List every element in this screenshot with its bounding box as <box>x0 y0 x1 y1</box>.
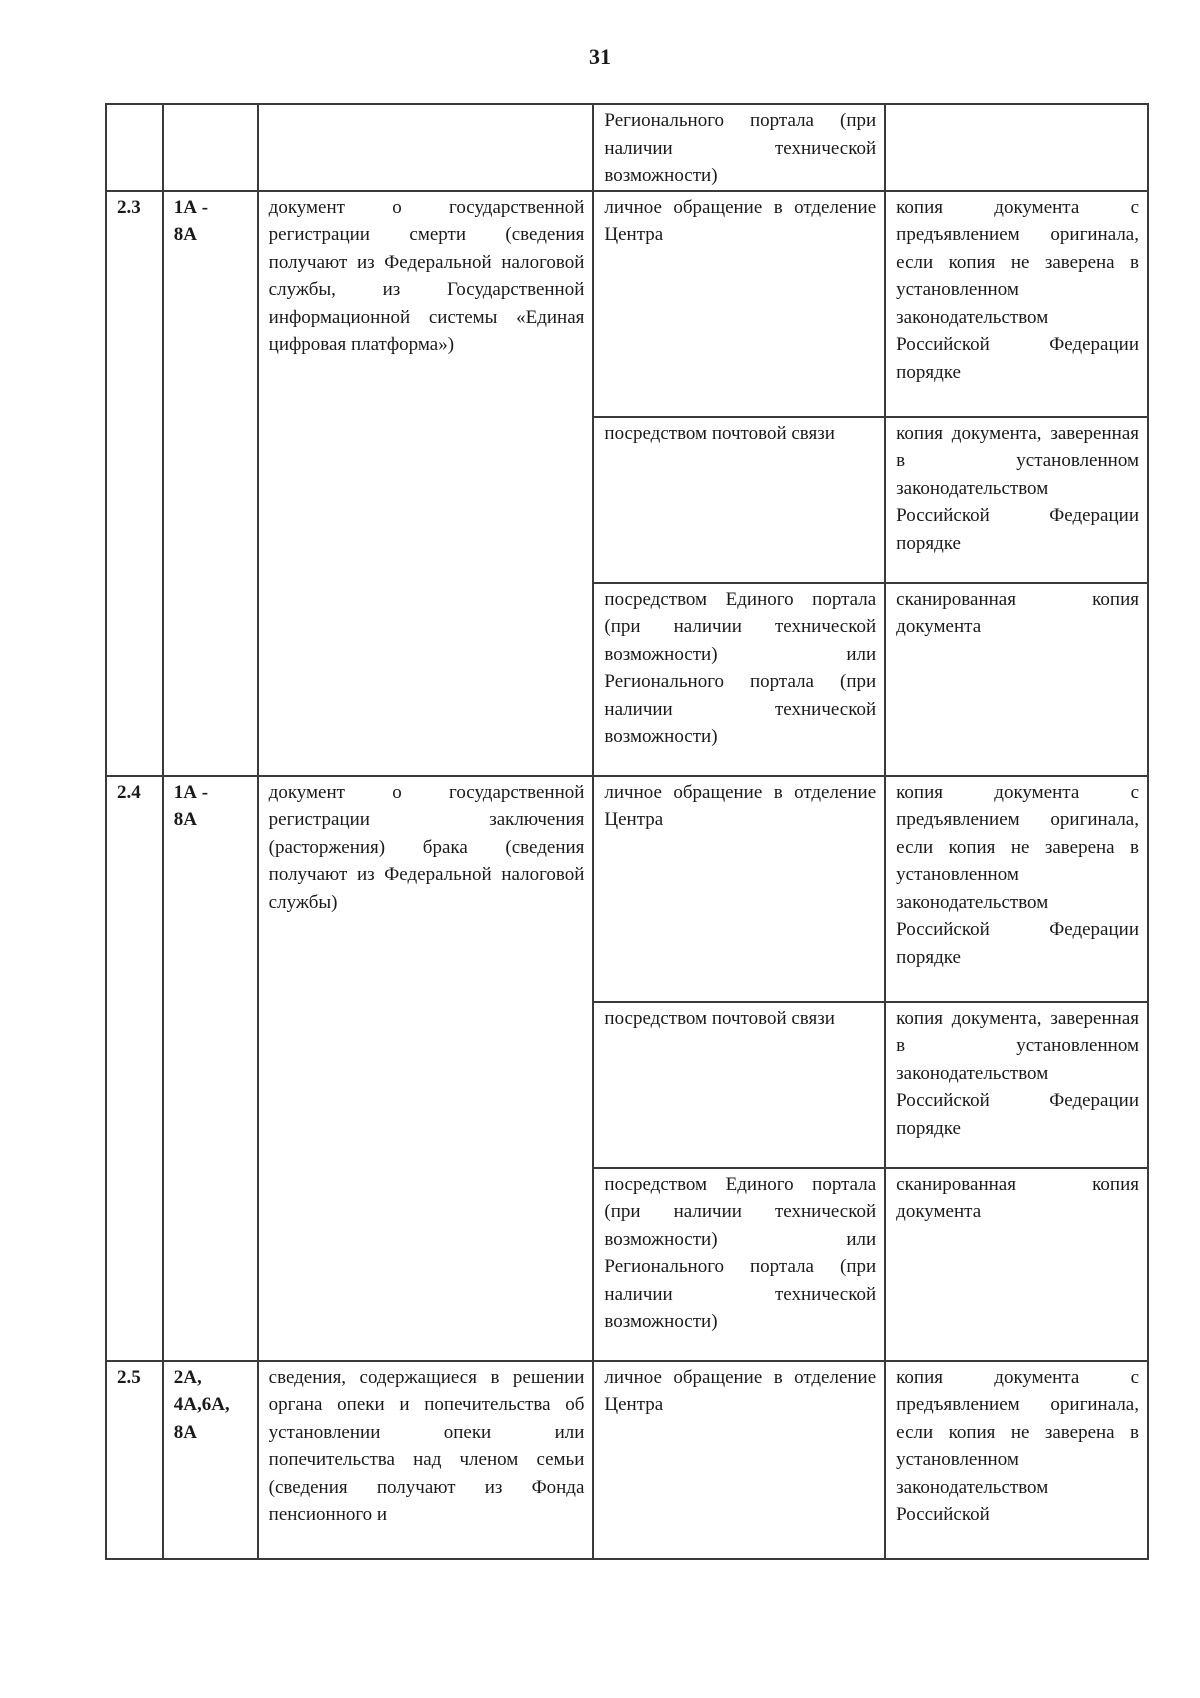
categories-cell: 1А - 8А <box>163 191 258 776</box>
form-cell: копия документа с предъявлением оригинала, если копия не заверена в установленном законодательством Российской Федерации порядке <box>885 776 1148 1002</box>
categories-cell: 2А, 4А,6А, 8А <box>163 1361 258 1559</box>
form-cell: сканированная копия документа <box>885 1168 1148 1361</box>
method-cell: посредством почтовой связи <box>593 417 885 583</box>
row-number-cell: 2.3 <box>106 191 163 776</box>
documents-table <box>105 103 1149 1560</box>
table-row <box>106 191 1148 417</box>
table-row <box>106 776 1148 1002</box>
row-number-cell: 2.4 <box>106 776 163 1361</box>
method-cell: личное обращение в отделение Центра <box>593 1361 885 1559</box>
document-cell: документ о государственной регистрации заключения (расторжения) брака (сведения получают из Федеральной налоговой службы) <box>258 776 594 1361</box>
form-cell <box>885 104 1148 191</box>
form-cell: копия документа, заверенная в установленном законодательством Российской Федерации порядке <box>885 1002 1148 1168</box>
method-cell: личное обращение в отделение Центра <box>593 776 885 1002</box>
form-cell: копия документа с предъявлением оригинала, если копия не заверена в установленном законодательством Российской <box>885 1361 1148 1559</box>
form-cell: сканированная копия документа <box>885 583 1148 776</box>
table-row <box>106 104 1148 191</box>
form-cell: копия документа с предъявлением оригинала, если копия не заверена в установленном законодательством Российской Федерации порядке <box>885 191 1148 417</box>
row-number-cell: 2.5 <box>106 1361 163 1559</box>
row-number-cell <box>106 104 163 191</box>
document-cell: сведения, содержащиеся в решении органа опеки и попечительства об установлении опеки или попечительства над членом семьи (сведения получают из Фонда пенсионного и <box>258 1361 594 1559</box>
document-cell: документ о государственной регистрации смерти (сведения получают из Федеральной налоговой службы, из Государственной информационной системы «Единая цифровая платформа») <box>258 191 594 776</box>
method-cell: посредством Единого портала (при наличии технической возможности) или Регионального портала (при наличии технической возможности) <box>593 1168 885 1361</box>
document-cell <box>258 104 594 191</box>
method-cell: личное обращение в отделение Центра <box>593 191 885 417</box>
categories-cell <box>163 104 258 191</box>
method-cell: посредством почтовой связи <box>593 1002 885 1168</box>
page-number: 31 <box>589 44 611 69</box>
table-row <box>106 1361 1148 1559</box>
method-cell: Регионального портала (при наличии технической возможности) <box>593 104 885 191</box>
form-cell: копия документа, заверенная в установленном законодательством Российской Федерации порядке <box>885 417 1148 583</box>
categories-cell: 1А - 8А <box>163 776 258 1361</box>
method-cell: посредством Единого портала (при наличии технической возможности) или Регионального портала (при наличии технической возможности) <box>593 583 885 776</box>
